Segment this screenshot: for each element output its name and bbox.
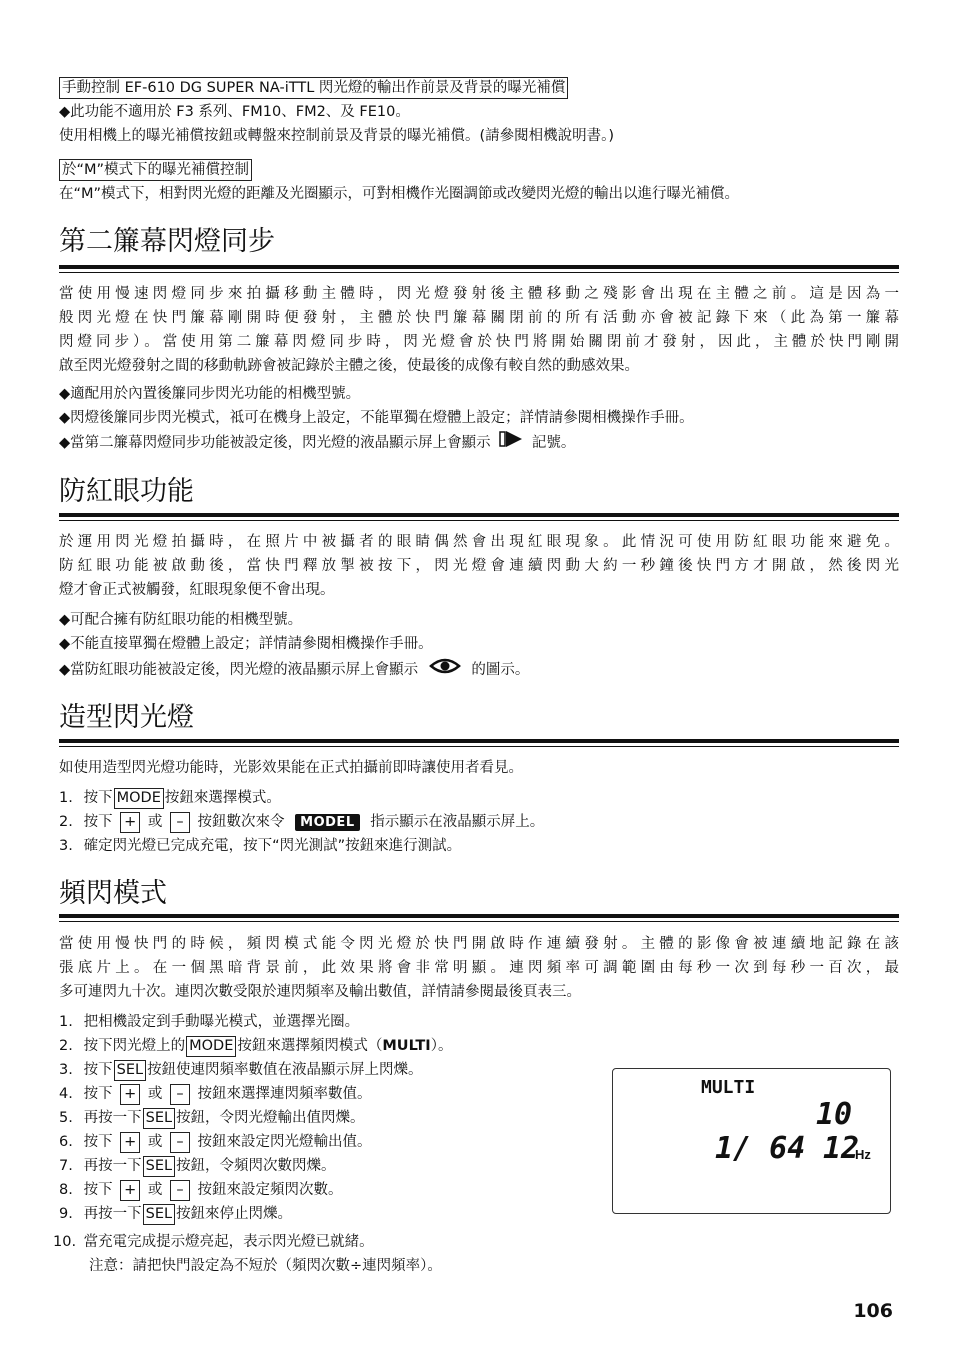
plus-key: + — [120, 812, 140, 833]
lcd-mode: MULTI — [701, 1077, 756, 1098]
m-mode-title-box: 於“M”模式下的曝光補償控制 — [59, 159, 252, 181]
section-rule-thin — [59, 746, 899, 747]
sel-key: SEL — [143, 1204, 175, 1225]
step-text: 確定閃光燈已完成充電，按下“閃光測試”按鈕來進行測試。 — [83, 838, 462, 854]
bullet-text: ◆當第二簾幕閃燈同步功能被設定後，閃光燈的液晶顯示屏上會顯示 — [59, 435, 491, 451]
multi-paragraph — [59, 932, 899, 1004]
second-curtain-bullet-1: ◆適配用於內置後簾同步閃光功能的相機型號。 — [59, 386, 361, 402]
red-eye-bullet-3 — [59, 656, 529, 684]
modeling-step-2 — [59, 810, 544, 834]
section-heading-multi: 頻閃模式 — [59, 878, 167, 909]
step-number: 3. — [59, 838, 73, 854]
intro-note: ◆此功能不適用於 F3 系列、FM10、FM2、及 FE10。 — [59, 104, 410, 120]
section-rule-thin — [59, 520, 899, 521]
sel-key: SEL — [143, 1156, 175, 1177]
step-number: 1. — [59, 790, 73, 806]
lcd-output: 1/ 64 — [715, 1131, 806, 1166]
step-text: 或 — [147, 1182, 163, 1198]
multi-step-3 — [59, 1058, 423, 1082]
multi-step-8 — [59, 1178, 343, 1202]
para-line: 於運用閃光燈拍攝時，在照片中被攝者的眼睛偶然會出現紅眼現象。此情況可使用防紅眼功能來避免。 — [59, 534, 899, 550]
multi-step-2 — [59, 1034, 452, 1058]
step-text: 按鈕來選擇頻閃模式（ — [237, 1038, 383, 1054]
step-number: 7. — [59, 1158, 73, 1174]
step-text: 按鈕來設定閃光燈輸出值。 — [197, 1134, 372, 1150]
step-text: 指示顯示在液晶顯示屏上。 — [370, 814, 545, 830]
section-rule — [59, 513, 899, 517]
step-text: 當充電完成提示燈亮起，表示閃光燈已就緒。 — [83, 1234, 374, 1250]
para-line: 多可連閃九十次。連閃次數受限於連閃頻率及輸出數值，詳情請參閱最後頁表三。 — [59, 984, 581, 1000]
page-number: 106 — [853, 1300, 893, 1322]
plus-key: + — [120, 1084, 140, 1105]
minus-key: – — [170, 1180, 190, 1201]
sel-key: SEL — [143, 1108, 175, 1129]
red-eye-icon — [429, 656, 461, 684]
multi-step-7 — [59, 1154, 336, 1178]
step-text: 按鈕，令閃光燈輸出值閃爍。 — [176, 1110, 365, 1126]
second-curtain-sync-icon — [499, 430, 523, 456]
multi-step-4 — [59, 1082, 372, 1106]
section-rule-thin — [59, 272, 899, 273]
section-heading-second-curtain: 第二簾幕閃燈同步 — [59, 226, 275, 257]
para-line: 啟至閃光燈發射之間的移動軌跡會被記錄於主體之後，使最後的成像有較自然的動感效果。 — [59, 358, 639, 374]
multi-label: MULTI — [382, 1038, 431, 1054]
para-line: 防紅眼功能被啟動後，當快門釋放掣被按下，閃光燈會連續閃動大約一秒鐘後快門方才開啟，然後閃光 — [59, 558, 899, 574]
minus-key: – — [170, 1084, 190, 1105]
step-text: 按鈕數次來令 — [197, 814, 285, 830]
para-line: 張底片上。在一個黑暗背景前，此效果將會非常明顯。連閃頻率可調範圍由每秒一次到每秒一百次，最 — [59, 960, 899, 976]
step-text: 按鈕來停止閃爍。 — [176, 1206, 293, 1222]
section-rule — [59, 914, 899, 918]
section-rule — [59, 739, 899, 743]
second-curtain-bullet-2: ◆閃燈後簾同步閃光模式，祗可在機身上設定，不能單獨在燈體上設定；詳情請參閱相機操作手冊。 — [59, 410, 694, 426]
intro-title-box: 手動控制 EF-610 DG SUPER NA-iTTL 閃光燈的輸出作前景及背景的曝光補償 — [59, 77, 568, 99]
para-line: 當使用慢速閃燈同步來拍攝移動主體時，閃光燈發射後主體移動之殘影會出現在主體之前。這是因為一 — [59, 286, 899, 302]
step-text: 再按一下 — [83, 1110, 142, 1126]
section-heading-red-eye: 防紅眼功能 — [59, 476, 194, 507]
step-text: 再按一下 — [83, 1206, 142, 1222]
step-number: 10. — [53, 1234, 77, 1250]
step-text: 按下 — [83, 1086, 113, 1102]
section-rule-thin — [59, 921, 899, 922]
section-heading-modeling: 造型閃光燈 — [59, 702, 194, 733]
multi-step-1 — [59, 1010, 359, 1034]
step-text: 按下 — [83, 790, 113, 806]
step-text: 把相機設定到手動曝光模式，並選擇光圈。 — [83, 1014, 360, 1030]
step-text: 或 — [147, 1086, 163, 1102]
multi-step-5 — [59, 1106, 365, 1130]
second-curtain-paragraph — [59, 282, 899, 378]
step-number: 1. — [59, 1014, 73, 1030]
step-text: 按下 — [83, 814, 113, 830]
sel-key: SEL — [114, 1060, 146, 1081]
second-curtain-bullet-3 — [59, 430, 575, 456]
manual-page — [53, 0, 901, 1357]
step-number: 3. — [59, 1062, 73, 1078]
multi-note: 注意：請把快門設定為不短於（頻閃次數÷連閃頻率）。 — [89, 1258, 442, 1274]
step-text: 按下閃光燈上的 — [83, 1038, 186, 1054]
section-rule — [59, 265, 899, 269]
step-text: 按鈕來選擇模式。 — [164, 790, 281, 806]
step-number: 9. — [59, 1206, 73, 1222]
para-line: 燈才會正式被觸發，紅眼現象便不會出現。 — [59, 582, 335, 598]
m-mode-line: 在“M”模式下，相對閃光燈的距離及光圈顯示，可對相機作光圈調節或改變閃光燈的輸出以進行曝光補償。 — [59, 186, 740, 202]
red-eye-bullet-1: ◆可配合擁有防紅眼功能的相機型號。 — [59, 612, 303, 628]
step-text: 按下 — [83, 1134, 113, 1150]
lcd-display — [612, 1068, 891, 1214]
plus-key: + — [120, 1132, 140, 1153]
step-number: 2. — [59, 1038, 73, 1054]
step-text: 或 — [147, 814, 163, 830]
multi-step-6 — [59, 1130, 372, 1154]
step-text: 按鈕，令頻閃次數閃爍。 — [176, 1158, 336, 1174]
step-text: 按下 — [83, 1182, 113, 1198]
red-eye-bullet-2: ◆不能直接單獨在燈體上設定；詳情請參閱相機操作手冊。 — [59, 636, 433, 652]
step-number: 6. — [59, 1134, 73, 1150]
modeling-paragraph: 如使用造型閃光燈功能時，光影效果能在正式拍攝前即時讓使用者看見。 — [59, 760, 523, 776]
step-text: 按鈕來選擇連閃頻率數值。 — [197, 1086, 372, 1102]
intro-title — [59, 76, 568, 100]
minus-key: – — [170, 1132, 190, 1153]
para-line: 閃燈同步）。當使用第二簾幕閃燈同步時，閃光燈會於快門將開始關閉前才發射，因此，主體於快門剛開 — [59, 334, 899, 350]
step-text: 再按一下 — [83, 1158, 142, 1174]
lcd-count: 10 — [816, 1097, 853, 1132]
step-number: 2. — [59, 814, 73, 830]
bullet-text: ◆當防紅眼功能被設定後，閃光燈的液晶顯示屏上會顯示 — [59, 662, 419, 678]
step-number: 5. — [59, 1110, 73, 1126]
step-text: 按鈕來設定頻閃次數。 — [197, 1182, 343, 1198]
minus-key: – — [170, 812, 190, 833]
lcd-frequency: 12 — [823, 1131, 860, 1166]
intro-line: 使用相機上的曝光補償按鈕或轉盤來控制前景及背景的曝光補償。(請參閱相機說明書。) — [59, 128, 615, 144]
para-line: 當使用慢快門的時候，頻閃模式能令閃光燈於快門開啟時作連續發射。主體的影像會被連續地記錄在該 — [59, 936, 899, 952]
bullet-text: 記號。 — [531, 435, 576, 451]
multi-step-9 — [59, 1202, 292, 1226]
m-mode-title — [59, 158, 252, 182]
plus-key: + — [120, 1180, 140, 1201]
modeling-step-3 — [59, 834, 461, 858]
mode-key: MODE — [186, 1036, 236, 1057]
step-number: 4. — [59, 1086, 73, 1102]
multi-step-10 — [53, 1230, 374, 1254]
step-text: ）。 — [430, 1038, 453, 1054]
lcd-unit: Hz — [855, 1147, 871, 1162]
step-text: 按下 — [83, 1062, 113, 1078]
para-line: 般閃光燈在快門簾幕剛開時便發射，主體於快門簾幕關閉前的所有活動亦會被記錄下來（此為第一簾幕 — [59, 310, 899, 326]
modeling-step-1 — [59, 786, 281, 810]
step-text: 或 — [147, 1134, 163, 1150]
step-text: 按鈕使連閃頻率數值在液晶顯示屏上閃爍。 — [147, 1062, 423, 1078]
mode-key: MODE — [114, 788, 164, 809]
red-eye-paragraph — [59, 530, 899, 602]
bullet-text: 的圖示。 — [471, 662, 530, 678]
model-lcd-badge: MODEL — [295, 814, 359, 831]
step-number: 8. — [59, 1182, 73, 1198]
